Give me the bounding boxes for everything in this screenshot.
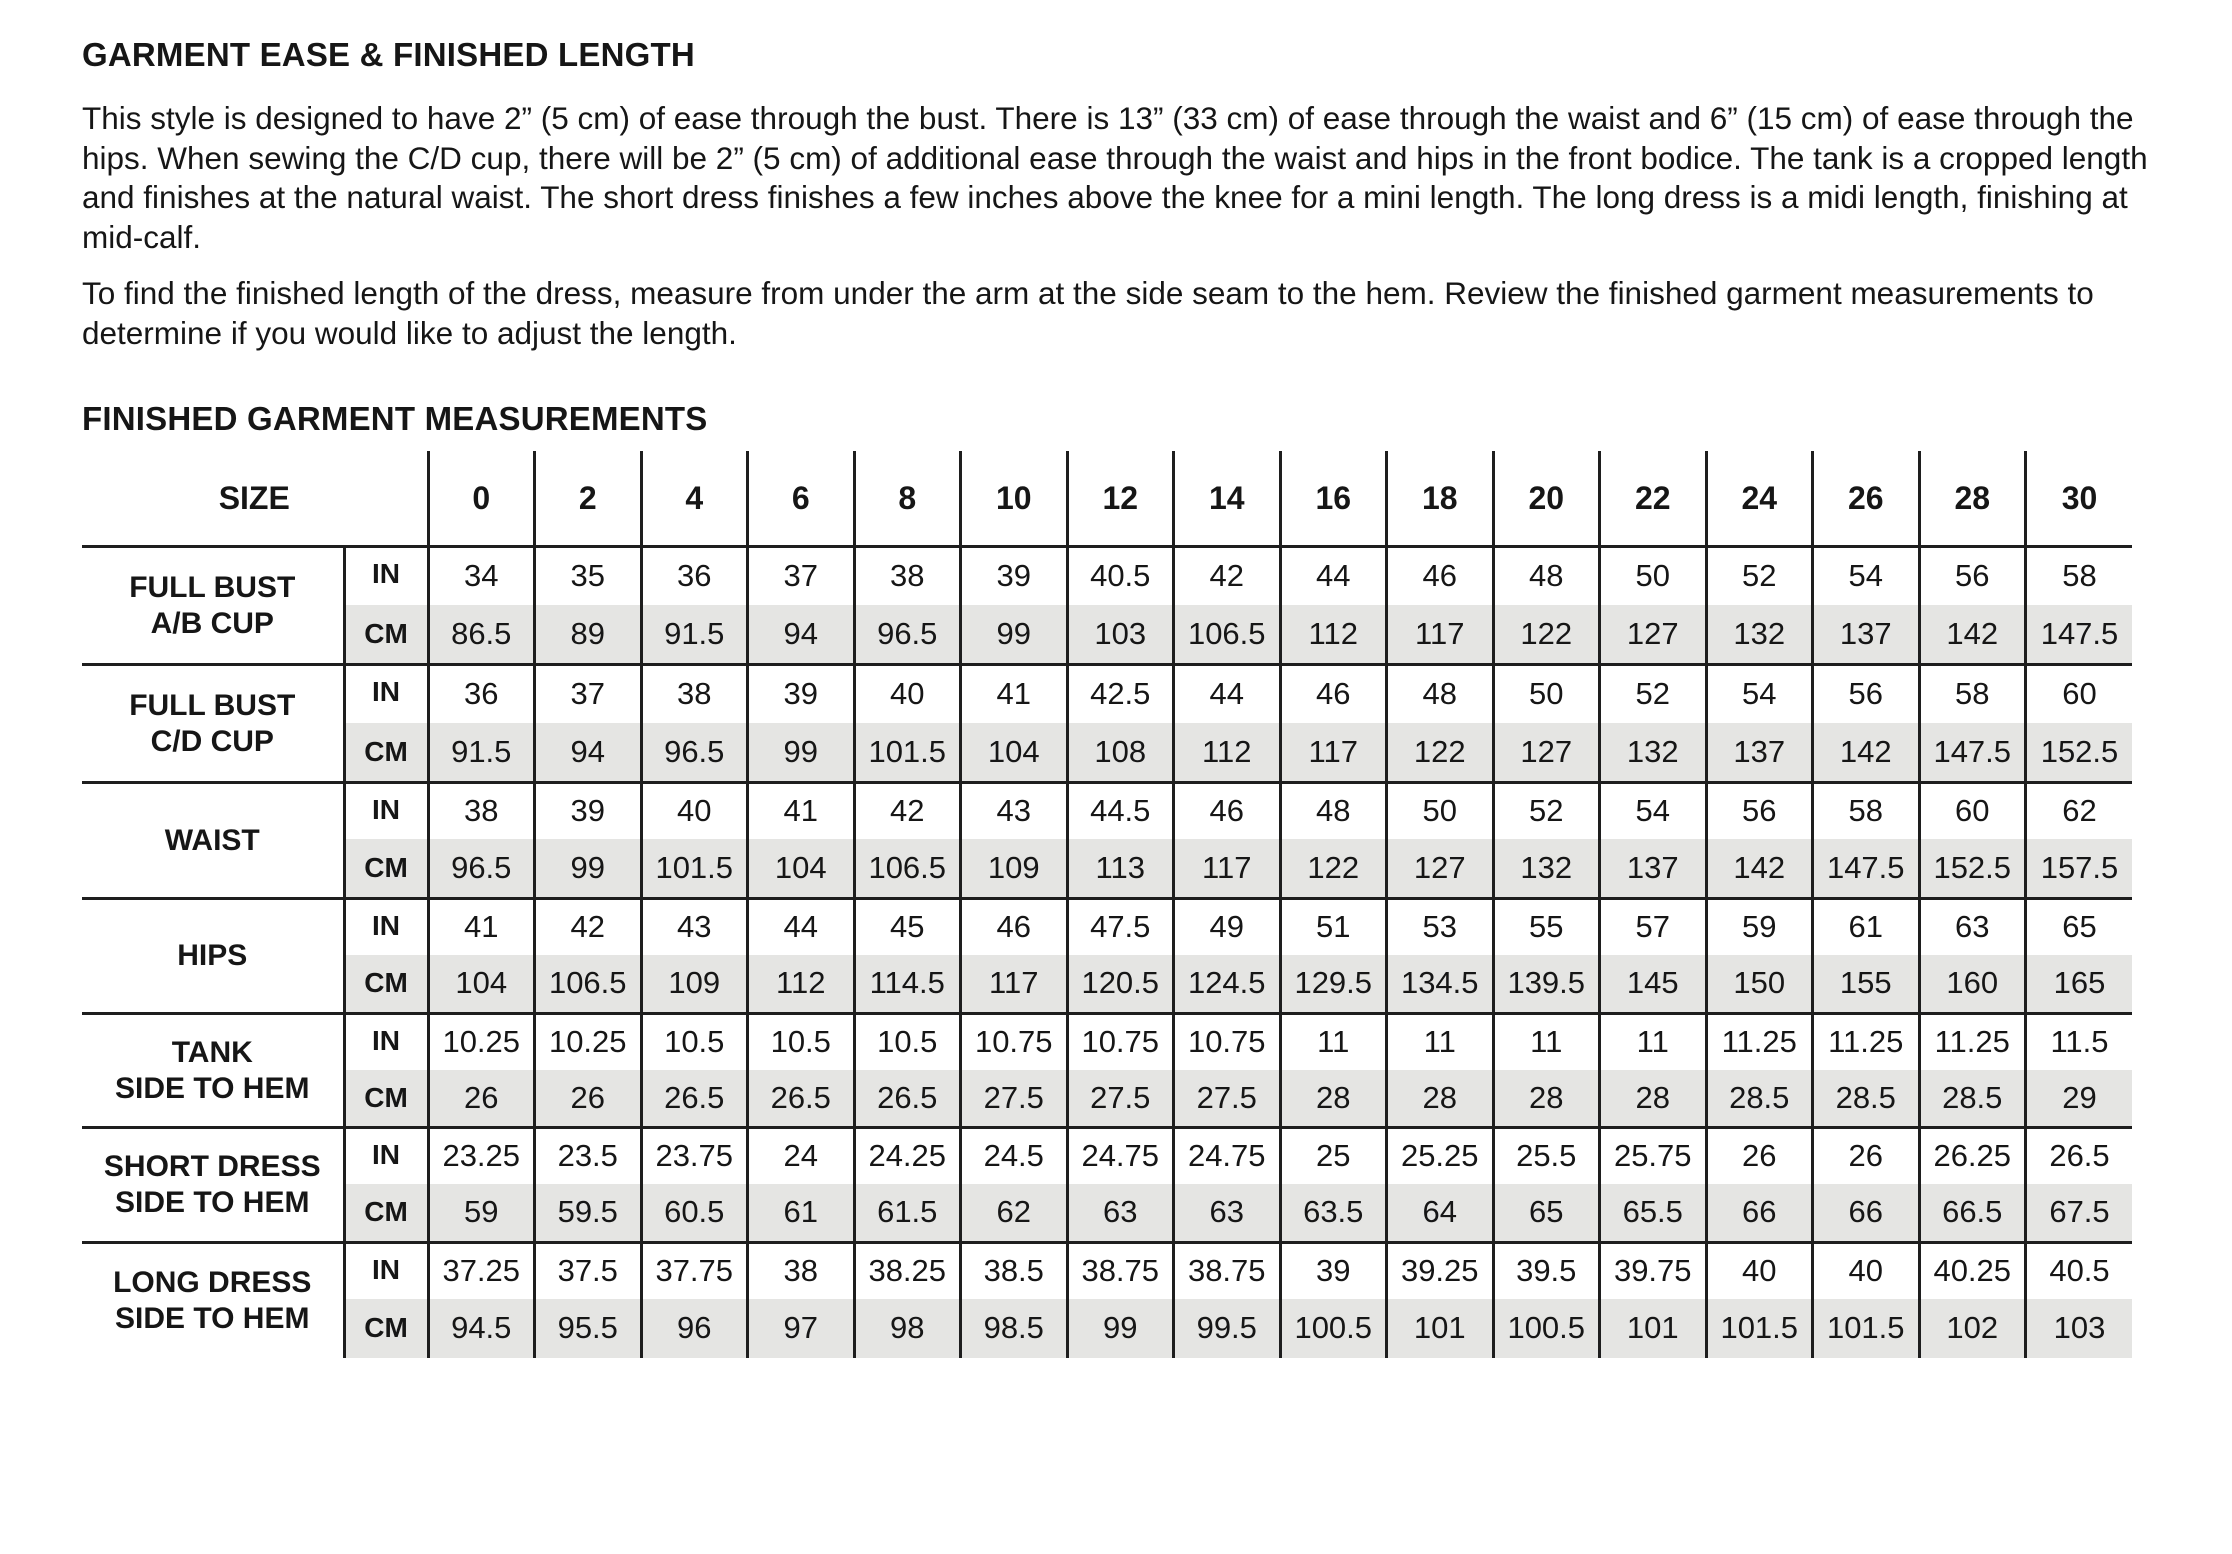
value-cell-cm: 127 — [1493, 723, 1600, 783]
value-cell-cm: 101.5 — [641, 839, 748, 899]
value-cell-in: 37.5 — [535, 1243, 642, 1299]
value-cell-in: 41 — [748, 783, 855, 839]
value-cell-cm: 95.5 — [535, 1299, 642, 1358]
value-cell-cm: 96.5 — [641, 723, 748, 783]
value-cell-cm: 160 — [1919, 955, 2026, 1014]
section-title-measurements: FINISHED GARMENT MEASUREMENTS — [82, 400, 708, 437]
value-cell-in: 36 — [428, 665, 535, 723]
measurement-label — [82, 1128, 344, 1243]
size-header-cell: 12 — [1067, 451, 1174, 547]
value-cell-cm: 29 — [2026, 1070, 2133, 1128]
value-cell-in: 56 — [1706, 783, 1813, 839]
value-cell-in: 25 — [1280, 1128, 1387, 1184]
value-cell-cm: 117 — [1174, 839, 1281, 899]
value-cell-cm: 28 — [1280, 1070, 1387, 1128]
measurement-label-line: SIDE TO HEM — [115, 1186, 310, 1219]
value-cell-in: 37.75 — [641, 1243, 748, 1299]
measurement-label — [82, 783, 344, 899]
table-row — [82, 1243, 2132, 1299]
value-cell-in: 26 — [1706, 1128, 1813, 1184]
value-cell-in: 24.5 — [961, 1128, 1068, 1184]
value-cell-cm: 152.5 — [1919, 839, 2026, 899]
value-cell-in: 42 — [535, 899, 642, 955]
value-cell-cm: 147.5 — [1813, 839, 1920, 899]
value-cell-in: 40 — [854, 665, 961, 723]
value-cell-cm: 26 — [428, 1070, 535, 1128]
value-cell-cm: 103 — [1067, 605, 1174, 665]
size-header-cell: 18 — [1387, 451, 1494, 547]
value-cell-in: 42.5 — [1067, 665, 1174, 723]
value-cell-cm: 59 — [428, 1184, 535, 1243]
value-cell-in: 38.5 — [961, 1243, 1068, 1299]
value-cell-in: 24.25 — [854, 1128, 961, 1184]
value-cell-in: 40 — [641, 783, 748, 839]
value-cell-cm: 106.5 — [1174, 605, 1281, 665]
value-cell-cm: 113 — [1067, 839, 1174, 899]
value-cell-cm: 120.5 — [1067, 955, 1174, 1014]
value-cell-cm: 65 — [1493, 1184, 1600, 1243]
value-cell-cm: 66 — [1706, 1184, 1813, 1243]
unit-label-cm: CM — [344, 1299, 428, 1358]
measurement-label-line: SIDE TO HEM — [115, 1071, 310, 1105]
value-cell-in: 41 — [961, 665, 1068, 723]
value-cell-in: 34 — [428, 547, 535, 605]
size-header-cell: 0 — [428, 451, 535, 547]
size-header-cell: 28 — [1919, 451, 2026, 547]
value-cell-in: 11.25 — [1919, 1014, 2026, 1070]
table-row — [82, 665, 2132, 723]
value-cell-in: 52 — [1706, 547, 1813, 605]
value-cell-cm: 109 — [961, 839, 1068, 899]
value-cell-cm: 28.5 — [1813, 1070, 1920, 1128]
value-cell-cm: 104 — [748, 839, 855, 899]
unit-label-in: IN — [344, 1243, 428, 1299]
value-cell-cm: 59.5 — [535, 1184, 642, 1243]
value-cell-in: 58 — [1919, 665, 2026, 723]
value-cell-cm: 142 — [1919, 605, 2026, 665]
value-cell-in: 10.25 — [535, 1014, 642, 1070]
value-cell-cm: 28 — [1387, 1070, 1494, 1128]
value-cell-cm: 66 — [1813, 1184, 1920, 1243]
table-row — [82, 605, 2132, 665]
unit-label-cm: CM — [344, 1070, 428, 1128]
value-cell-cm: 132 — [1600, 723, 1707, 783]
value-cell-cm: 96 — [641, 1299, 748, 1358]
value-cell-cm: 60.5 — [641, 1184, 748, 1243]
value-cell-in: 37.25 — [428, 1243, 535, 1299]
measurement-label-line: SIDE TO HEM — [115, 1301, 310, 1335]
measurement-label-line: A/B CUP — [150, 606, 274, 640]
value-cell-cm: 117 — [961, 955, 1068, 1014]
value-cell-in: 51 — [1280, 899, 1387, 955]
size-header-cell: 24 — [1706, 451, 1813, 547]
size-header-row — [82, 451, 2132, 547]
table-row — [82, 1014, 2132, 1070]
value-cell-cm: 137 — [1706, 723, 1813, 783]
value-cell-cm: 99 — [1067, 1299, 1174, 1358]
value-cell-in: 26.5 — [2026, 1128, 2133, 1184]
size-header-cell: 26 — [1813, 451, 1920, 547]
value-cell-cm: 26.5 — [854, 1070, 961, 1128]
value-cell-cm: 117 — [1280, 723, 1387, 783]
unit-label-in: IN — [344, 1128, 428, 1184]
size-header-cell: 10 — [961, 451, 1068, 547]
value-cell-in: 38.75 — [1067, 1243, 1174, 1299]
table-row — [82, 547, 2132, 605]
value-cell-in: 60 — [2026, 665, 2133, 723]
value-cell-cm: 103 — [2026, 1299, 2133, 1358]
value-cell-in: 42 — [854, 783, 961, 839]
value-cell-cm: 147.5 — [1919, 723, 2026, 783]
value-cell-cm: 63 — [1067, 1184, 1174, 1243]
value-cell-cm: 132 — [1493, 839, 1600, 899]
value-cell-cm: 101.5 — [854, 723, 961, 783]
value-cell-in: 10.5 — [854, 1014, 961, 1070]
value-cell-in: 35 — [535, 547, 642, 605]
value-cell-in: 40.25 — [1919, 1243, 2026, 1299]
length-paragraph: To find the finished length of the dress, measure from under the arm at the side seam to the hem. Review the finished garment measurements to determine if you would like to adjust the length. — [82, 275, 2094, 351]
value-cell-cm: 112 — [1280, 605, 1387, 665]
value-cell-cm: 132 — [1706, 605, 1813, 665]
value-cell-in: 24.75 — [1067, 1128, 1174, 1184]
measurement-label-line: TANK — [171, 1035, 253, 1069]
value-cell-in: 11 — [1600, 1014, 1707, 1070]
value-cell-in: 37 — [535, 665, 642, 723]
ease-paragraph: This style is designed to have 2” (5 cm) of ease through the bust. There is 13” (33 cm) of ease through the waist and 6” (15 cm) of ease through the hips. When sewing the C/D cup, there will be 2” (5 cm) of additional ease through the waist and hips in the front bodice. The tank is a cropped length and finishes at the natural waist. The short dress finishes a few inches above the knee for a mini length. The long dress is a midi length, finishing at mid-calf. — [82, 100, 2148, 255]
value-cell-in: 39.75 — [1600, 1243, 1707, 1299]
value-cell-cm: 101 — [1600, 1299, 1707, 1358]
value-cell-in: 49 — [1174, 899, 1281, 955]
value-cell-cm: 104 — [428, 955, 535, 1014]
table-row — [82, 1128, 2132, 1184]
table-row — [82, 955, 2132, 1014]
value-cell-in: 38 — [854, 547, 961, 605]
unit-label-cm: CM — [344, 955, 428, 1014]
value-cell-cm: 61 — [748, 1184, 855, 1243]
value-cell-cm: 94 — [748, 605, 855, 665]
size-header-cell: 8 — [854, 451, 961, 547]
value-cell-cm: 137 — [1813, 605, 1920, 665]
value-cell-in: 39 — [961, 547, 1068, 605]
value-cell-cm: 89 — [535, 605, 642, 665]
table-row — [82, 839, 2132, 899]
value-cell-in: 55 — [1493, 899, 1600, 955]
table-row — [82, 723, 2132, 783]
value-cell-cm: 99 — [748, 723, 855, 783]
value-cell-cm: 98 — [854, 1299, 961, 1358]
value-cell-cm: 145 — [1600, 955, 1707, 1014]
table-row — [82, 1299, 2132, 1358]
value-cell-in: 63 — [1919, 899, 2026, 955]
value-cell-in: 10.5 — [641, 1014, 748, 1070]
table-row — [82, 783, 2132, 839]
value-cell-cm: 26.5 — [748, 1070, 855, 1128]
value-cell-cm: 96.5 — [428, 839, 535, 899]
size-header-label: SIZE — [82, 451, 428, 547]
measurement-label-line: C/D CUP — [150, 724, 274, 758]
value-cell-cm: 134.5 — [1387, 955, 1494, 1014]
value-cell-cm: 27.5 — [1174, 1070, 1281, 1128]
value-cell-cm: 100.5 — [1493, 1299, 1600, 1358]
value-cell-cm: 106.5 — [535, 955, 642, 1014]
value-cell-cm: 99 — [961, 605, 1068, 665]
value-cell-cm: 108 — [1067, 723, 1174, 783]
value-cell-cm: 165 — [2026, 955, 2133, 1014]
value-cell-in: 46 — [1174, 783, 1281, 839]
unit-label-cm: CM — [344, 1184, 428, 1243]
value-cell-cm: 62 — [961, 1184, 1068, 1243]
value-cell-in: 45 — [854, 899, 961, 955]
value-cell-cm: 26 — [535, 1070, 642, 1128]
value-cell-cm: 147.5 — [2026, 605, 2133, 665]
size-header-cell: 4 — [641, 451, 748, 547]
value-cell-cm: 112 — [748, 955, 855, 1014]
unit-label-in: IN — [344, 783, 428, 839]
value-cell-in: 48 — [1280, 783, 1387, 839]
value-cell-in: 44.5 — [1067, 783, 1174, 839]
measurement-label — [82, 547, 344, 665]
value-cell-in: 11 — [1493, 1014, 1600, 1070]
value-cell-cm: 94 — [535, 723, 642, 783]
size-header-cell: 14 — [1174, 451, 1281, 547]
value-cell-in: 59 — [1706, 899, 1813, 955]
measurement-label-line: HIPS — [177, 939, 248, 972]
value-cell-in: 23.25 — [428, 1128, 535, 1184]
unit-label-cm: CM — [344, 839, 428, 899]
value-cell-in: 56 — [1919, 547, 2026, 605]
value-cell-in: 10.75 — [1174, 1014, 1281, 1070]
value-cell-in: 62 — [2026, 783, 2133, 839]
unit-label-cm: CM — [344, 605, 428, 665]
value-cell-in: 43 — [641, 899, 748, 955]
value-cell-in: 52 — [1493, 783, 1600, 839]
value-cell-cm: 63.5 — [1280, 1184, 1387, 1243]
value-cell-in: 38.25 — [854, 1243, 961, 1299]
value-cell-in: 39.25 — [1387, 1243, 1494, 1299]
value-cell-in: 10.25 — [428, 1014, 535, 1070]
measurement-label-line: FULL BUST — [129, 688, 296, 722]
value-cell-in: 11.25 — [1706, 1014, 1813, 1070]
value-cell-cm: 63 — [1174, 1184, 1281, 1243]
value-cell-in: 43 — [961, 783, 1068, 839]
value-cell-in: 61 — [1813, 899, 1920, 955]
value-cell-cm: 64 — [1387, 1184, 1494, 1243]
value-cell-in: 25.25 — [1387, 1128, 1494, 1184]
value-cell-in: 60 — [1919, 783, 2026, 839]
value-cell-cm: 114.5 — [854, 955, 961, 1014]
value-cell-cm: 139.5 — [1493, 955, 1600, 1014]
value-cell-in: 11 — [1280, 1014, 1387, 1070]
measurement-label — [82, 1243, 344, 1358]
value-cell-cm: 157.5 — [2026, 839, 2133, 899]
value-cell-cm: 106.5 — [854, 839, 961, 899]
table-row — [82, 1070, 2132, 1128]
size-header-cell: 20 — [1493, 451, 1600, 547]
value-cell-cm: 99 — [535, 839, 642, 899]
value-cell-cm: 122 — [1493, 605, 1600, 665]
value-cell-in: 47.5 — [1067, 899, 1174, 955]
value-cell-cm: 67.5 — [2026, 1184, 2133, 1243]
value-cell-in: 46 — [1280, 665, 1387, 723]
value-cell-cm: 155 — [1813, 955, 1920, 1014]
value-cell-cm: 100.5 — [1280, 1299, 1387, 1358]
value-cell-cm: 117 — [1387, 605, 1494, 665]
value-cell-cm: 28.5 — [1706, 1070, 1813, 1128]
value-cell-in: 38 — [748, 1243, 855, 1299]
value-cell-in: 50 — [1493, 665, 1600, 723]
measurement-label — [82, 665, 344, 783]
value-cell-cm: 142 — [1706, 839, 1813, 899]
value-cell-cm: 122 — [1280, 839, 1387, 899]
value-cell-in: 38 — [428, 783, 535, 839]
value-cell-in: 37 — [748, 547, 855, 605]
value-cell-in: 54 — [1813, 547, 1920, 605]
value-cell-in: 10.5 — [748, 1014, 855, 1070]
document-page — [82, 36, 2162, 1345]
value-cell-cm: 61.5 — [854, 1184, 961, 1243]
value-cell-in: 23.5 — [535, 1128, 642, 1184]
value-cell-cm: 109 — [641, 955, 748, 1014]
value-cell-in: 26 — [1813, 1128, 1920, 1184]
size-header-cell: 16 — [1280, 451, 1387, 547]
measurement-label-line: FULL BUST — [129, 570, 296, 604]
value-cell-in: 48 — [1493, 547, 1600, 605]
value-cell-in: 39.5 — [1493, 1243, 1600, 1299]
value-cell-in: 65 — [2026, 899, 2133, 955]
measurement-label — [82, 899, 344, 1014]
value-cell-in: 39 — [748, 665, 855, 723]
value-cell-in: 38 — [641, 665, 748, 723]
value-cell-in: 54 — [1600, 783, 1707, 839]
value-cell-in: 24 — [748, 1128, 855, 1184]
value-cell-cm: 101.5 — [1813, 1299, 1920, 1358]
value-cell-cm: 98.5 — [961, 1299, 1068, 1358]
measurement-label-line: SHORT DRESS — [103, 1150, 321, 1183]
value-cell-cm: 97 — [748, 1299, 855, 1358]
section-title-ease: GARMENT EASE & FINISHED LENGTH — [82, 36, 695, 73]
value-cell-in: 50 — [1387, 783, 1494, 839]
value-cell-in: 42 — [1174, 547, 1281, 605]
value-cell-cm: 102 — [1919, 1299, 2026, 1358]
value-cell-in: 10.75 — [961, 1014, 1068, 1070]
value-cell-cm: 152.5 — [2026, 723, 2133, 783]
value-cell-cm: 99.5 — [1174, 1299, 1281, 1358]
value-cell-in: 11.25 — [1813, 1014, 1920, 1070]
value-cell-cm: 66.5 — [1919, 1184, 2026, 1243]
value-cell-in: 52 — [1600, 665, 1707, 723]
measurement-label — [82, 1014, 344, 1128]
value-cell-in: 25.5 — [1493, 1128, 1600, 1184]
value-cell-in: 10.75 — [1067, 1014, 1174, 1070]
value-cell-in: 24.75 — [1174, 1128, 1281, 1184]
unit-label-in: IN — [344, 665, 428, 723]
value-cell-in: 56 — [1813, 665, 1920, 723]
value-cell-in: 23.75 — [641, 1128, 748, 1184]
value-cell-cm: 91.5 — [428, 723, 535, 783]
table-row — [82, 899, 2132, 955]
measurement-label-line: LONG DRESS — [113, 1265, 312, 1299]
value-cell-cm: 112 — [1174, 723, 1281, 783]
value-cell-cm: 127 — [1600, 605, 1707, 665]
size-header-cell: 6 — [748, 451, 855, 547]
value-cell-cm: 104 — [961, 723, 1068, 783]
value-cell-cm: 129.5 — [1280, 955, 1387, 1014]
value-cell-in: 11 — [1387, 1014, 1494, 1070]
value-cell-in: 26.25 — [1919, 1128, 2026, 1184]
value-cell-in: 46 — [961, 899, 1068, 955]
value-cell-in: 11.5 — [2026, 1014, 2133, 1070]
table-row — [82, 1184, 2132, 1243]
size-header-cell: 30 — [2026, 451, 2133, 547]
unit-label-in: IN — [344, 547, 428, 605]
value-cell-cm: 142 — [1813, 723, 1920, 783]
value-cell-in: 40.5 — [1067, 547, 1174, 605]
value-cell-cm: 86.5 — [428, 605, 535, 665]
value-cell-in: 44 — [1280, 547, 1387, 605]
value-cell-in: 39 — [1280, 1243, 1387, 1299]
value-cell-in: 38.75 — [1174, 1243, 1281, 1299]
value-cell-in: 40 — [1813, 1243, 1920, 1299]
value-cell-cm: 127 — [1387, 839, 1494, 899]
value-cell-in: 57 — [1600, 899, 1707, 955]
size-header-cell: 2 — [535, 451, 642, 547]
value-cell-in: 39 — [535, 783, 642, 839]
value-cell-in: 58 — [2026, 547, 2133, 605]
value-cell-in: 46 — [1387, 547, 1494, 605]
measurements-table — [82, 451, 2132, 1358]
value-cell-cm: 91.5 — [641, 605, 748, 665]
value-cell-cm: 94.5 — [428, 1299, 535, 1358]
value-cell-cm: 124.5 — [1174, 955, 1281, 1014]
value-cell-cm: 28 — [1493, 1070, 1600, 1128]
value-cell-in: 25.75 — [1600, 1128, 1707, 1184]
value-cell-cm: 101 — [1387, 1299, 1494, 1358]
value-cell-cm: 122 — [1387, 723, 1494, 783]
value-cell-in: 36 — [641, 547, 748, 605]
value-cell-cm: 65.5 — [1600, 1184, 1707, 1243]
value-cell-cm: 150 — [1706, 955, 1813, 1014]
size-header-cell: 22 — [1600, 451, 1707, 547]
value-cell-cm: 96.5 — [854, 605, 961, 665]
value-cell-in: 48 — [1387, 665, 1494, 723]
value-cell-cm: 27.5 — [1067, 1070, 1174, 1128]
unit-label-in: IN — [344, 1014, 428, 1070]
value-cell-in: 53 — [1387, 899, 1494, 955]
measurement-label-line: WAIST — [164, 823, 260, 857]
unit-label-in: IN — [344, 899, 428, 955]
value-cell-cm: 27.5 — [961, 1070, 1068, 1128]
value-cell-in: 40.5 — [2026, 1243, 2133, 1299]
value-cell-cm: 28.5 — [1919, 1070, 2026, 1128]
value-cell-in: 58 — [1813, 783, 1920, 839]
unit-label-cm: CM — [344, 723, 428, 783]
value-cell-in: 44 — [748, 899, 855, 955]
value-cell-in: 44 — [1174, 665, 1281, 723]
value-cell-cm: 28 — [1600, 1070, 1707, 1128]
value-cell-in: 50 — [1600, 547, 1707, 605]
value-cell-cm: 137 — [1600, 839, 1707, 899]
value-cell-in: 54 — [1706, 665, 1813, 723]
value-cell-in: 40 — [1706, 1243, 1813, 1299]
value-cell-cm: 101.5 — [1706, 1299, 1813, 1358]
value-cell-in: 41 — [428, 899, 535, 955]
value-cell-cm: 26.5 — [641, 1070, 748, 1128]
